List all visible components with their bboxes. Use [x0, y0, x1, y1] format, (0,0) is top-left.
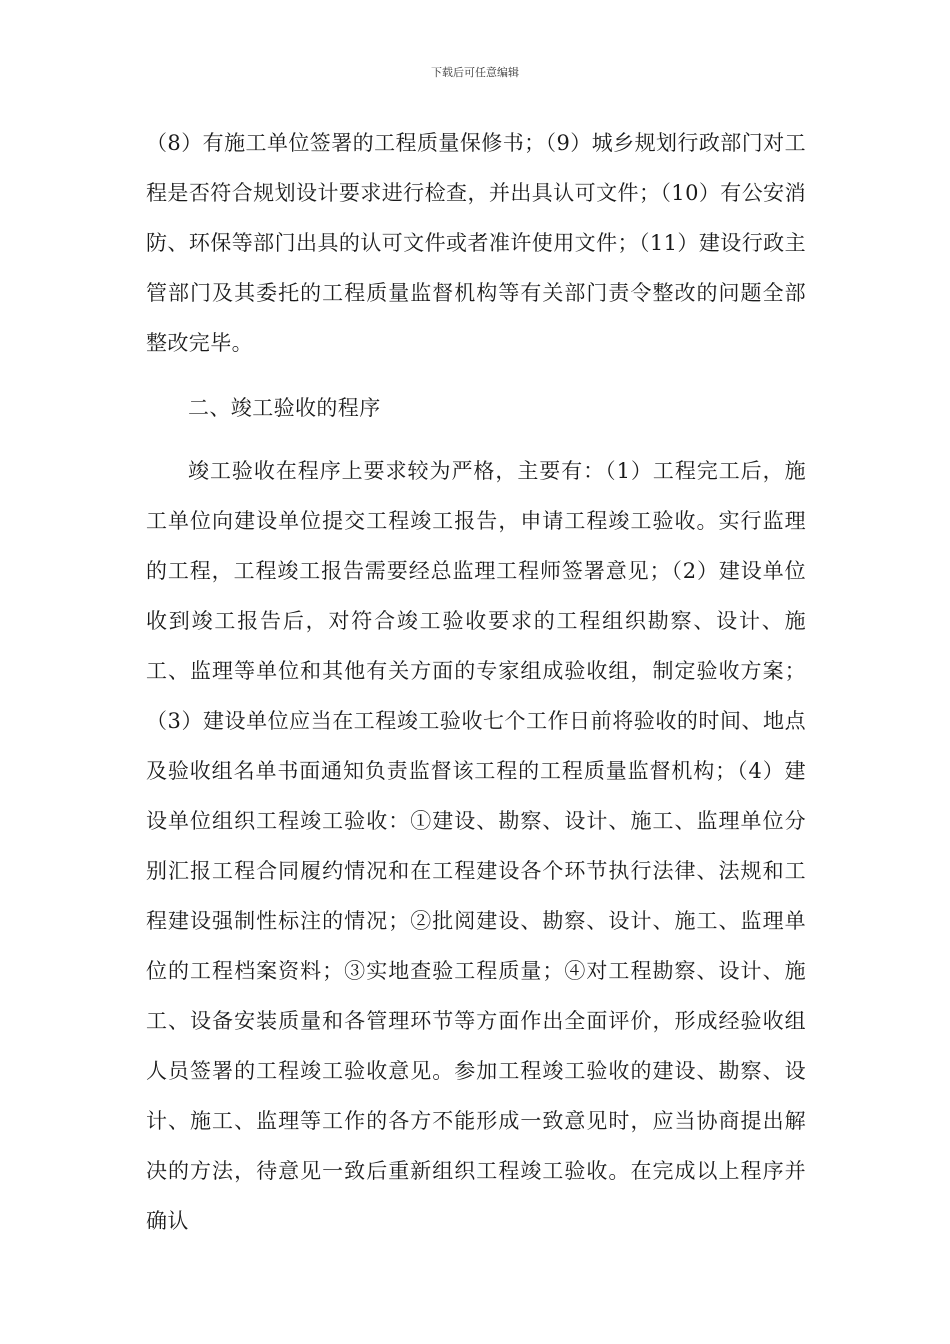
paragraph-acceptance-conditions: （8）有施工单位签署的工程质量保修书；（9）城乡规划行政部门对工程是否符合规划设计要求进行检查，并出具认可文件；（10）有公安消防、环保等部门出具的认可文件或者准许使用文件；（11）建设行政主管部门及其委托的工程质量监督机构等有关部门责令整改的问题全部整改完毕。: [146, 131, 806, 355]
paragraph-acceptance-procedure: 竣工验收在程序上要求较为严格，主要有：（1）工程完工后，施工单位向建设单位提交工程竣工报告，申请工程竣工验收。实行监理的工程，工程竣工报告需要经总监理工程师签署意见；（2）建设单位收到竣工报告后，对符合竣工验收要求的工程组织勘察、设计、施工、监理等单位和其他有关方面的专家组成验收组，制定验收方案；（3）建设单位应当在工程竣工验收七个工作日前将验收的时间、地点及验收组名单书面通知负责监督该工程的工程质量监督机构；（4）建设单位组织工程竣工验收：①建设、勘察、设计、施工、监理单位分别汇报工程合同履约情况和在工程建设各个环节执行法律、法规和工程建设强制性标注的情况；②批阅建设、勘察、设计、施工、监理单位的工程档案资料；③实地查验工程质量；④对工程勘察、设计、施工、设备安装质量和各管理环节等方面作出全面评价，形成经验收组人员签署的工程竣工验收意见。参加工程竣工验收的建设、勘察、设计、施工、监理等工作的各方不能形成一致意见时，应当协商提出解决的方法，待意见一致后重新组织工程竣工验收。在完成以上程序并确认: [146, 459, 806, 1233]
section-heading: [146, 383, 806, 433]
document-body: [146, 118, 806, 1246]
page-header-note: 下载后可任意编辑: [431, 66, 519, 79]
section-heading-text: 二、竣工验收的程序: [188, 396, 381, 420]
